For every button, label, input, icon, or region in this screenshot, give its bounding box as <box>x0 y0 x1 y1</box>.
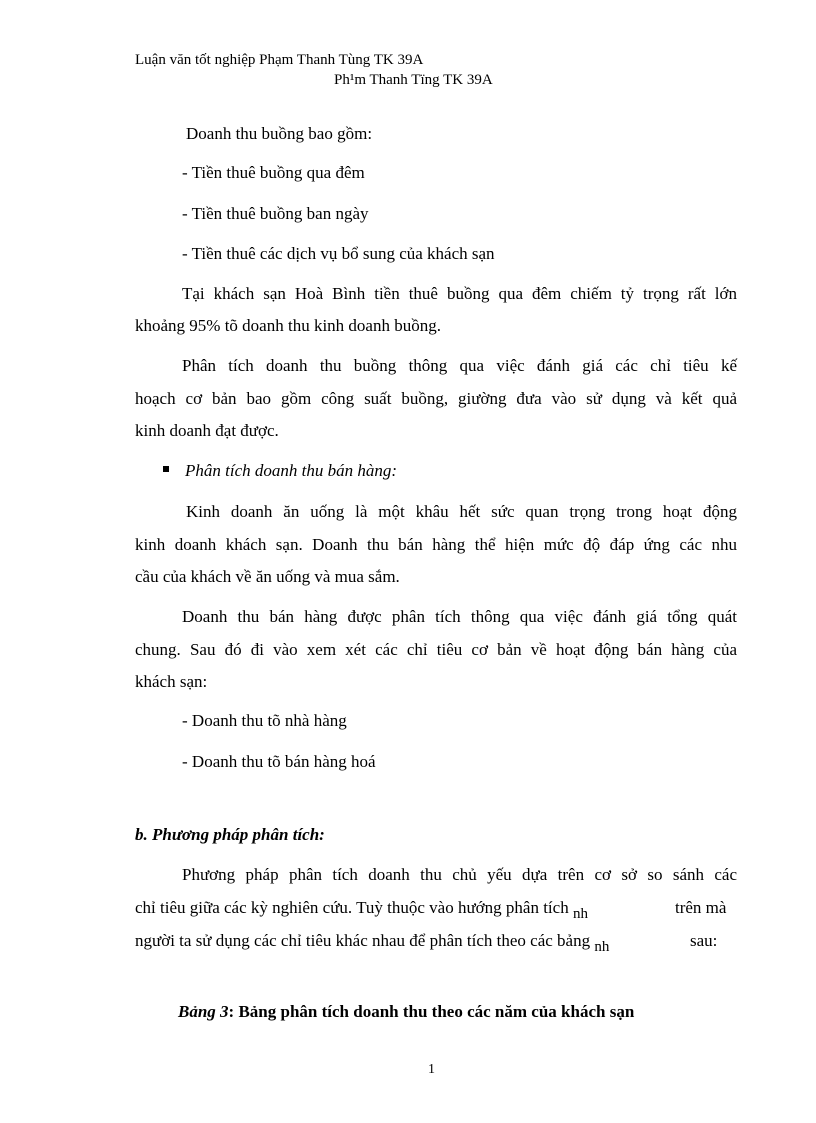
list-item: - Tiền thuê buồng qua đêm <box>182 163 365 182</box>
artifact-text: nh <box>572 906 588 922</box>
paragraph-text: người ta sử dụng các chỉ tiêu khác nhau để phân tích theo các bảng <box>135 931 591 950</box>
section-heading: b. Phương pháp phân tích: <box>135 825 325 844</box>
table-caption-text: : Bảng phân tích doanh thu theo các năm của khách sạn <box>228 1002 635 1021</box>
paragraph-line <box>135 931 610 955</box>
table-caption <box>178 1002 634 1022</box>
paragraph-intro: Doanh thu buồng bao gồm: <box>186 124 373 143</box>
artifact-text: nh <box>594 939 610 955</box>
paragraph-line: chung. Sau đó đi vào xem xét các chỉ tiêu cơ bản về hoạt động bán hàng của <box>135 640 737 659</box>
paragraph-line: Phân tích doanh thu buồng thông qua việc đánh giá các chỉ tiêu kế <box>182 356 737 375</box>
list-item: - Doanh thu tõ bán hàng hoá <box>182 752 376 771</box>
list-item: - Doanh thu tõ nhà hàng <box>182 711 347 730</box>
list-item: - Tiền thuê buồng ban ngày <box>182 204 369 223</box>
paragraph-line: Doanh thu bán hàng được phân tích thông qua việc đánh giá tổng quát <box>182 607 737 626</box>
header-line-1: Luận văn tốt nghiệp Phạm Thanh Tùng TK 39A <box>135 52 424 68</box>
bullet-heading: Phân tích doanh thu bán hàng: <box>185 461 398 480</box>
bullet-square-icon <box>163 466 169 472</box>
paragraph-text: chỉ tiêu giữa các kỳ nghiên cứu. Tuỳ thuộc vào hướng phân tích <box>135 898 569 917</box>
paragraph-line-end: sau: <box>690 931 718 950</box>
paragraph-line: Phương pháp phân tích doanh thu chủ yếu dựa trên cơ sở so sánh các <box>182 865 737 884</box>
paragraph-line: khoảng 95% tõ doanh thu kinh doanh buồng. <box>135 316 441 335</box>
paragraph-line <box>135 898 588 922</box>
paragraph-line: kinh doanh khách sạn. Doanh thu bán hàng thể hiện mức độ đáp ứng các nhu <box>135 535 737 554</box>
paragraph-line: Kinh doanh ăn uống là một khâu hết sức quan trọng trong hoạt động <box>186 502 737 521</box>
table-caption-label: Bảng 3 <box>178 1002 229 1021</box>
paragraph-line: kinh doanh đạt được. <box>135 421 279 440</box>
header-line-2: Ph¹m Thanh Tïng TK 39A <box>334 72 493 88</box>
paragraph-line: Tại khách sạn Hoà Bình tiền thuê buồng qua đêm chiếm tỷ trọng rất lớn <box>182 284 737 303</box>
page-number: 1 <box>428 1062 435 1077</box>
paragraph-line: cầu của khách về ăn uống và mua sắm. <box>135 567 400 586</box>
paragraph-line: hoạch cơ bản bao gồm công suất buồng, giường đưa vào sử dụng và kết quả <box>135 389 737 408</box>
paragraph-line-end: trên mà <box>675 898 727 917</box>
paragraph-line: khách sạn: <box>135 672 208 691</box>
list-item: - Tiền thuê các dịch vụ bổ sung của khách sạn <box>182 244 495 263</box>
